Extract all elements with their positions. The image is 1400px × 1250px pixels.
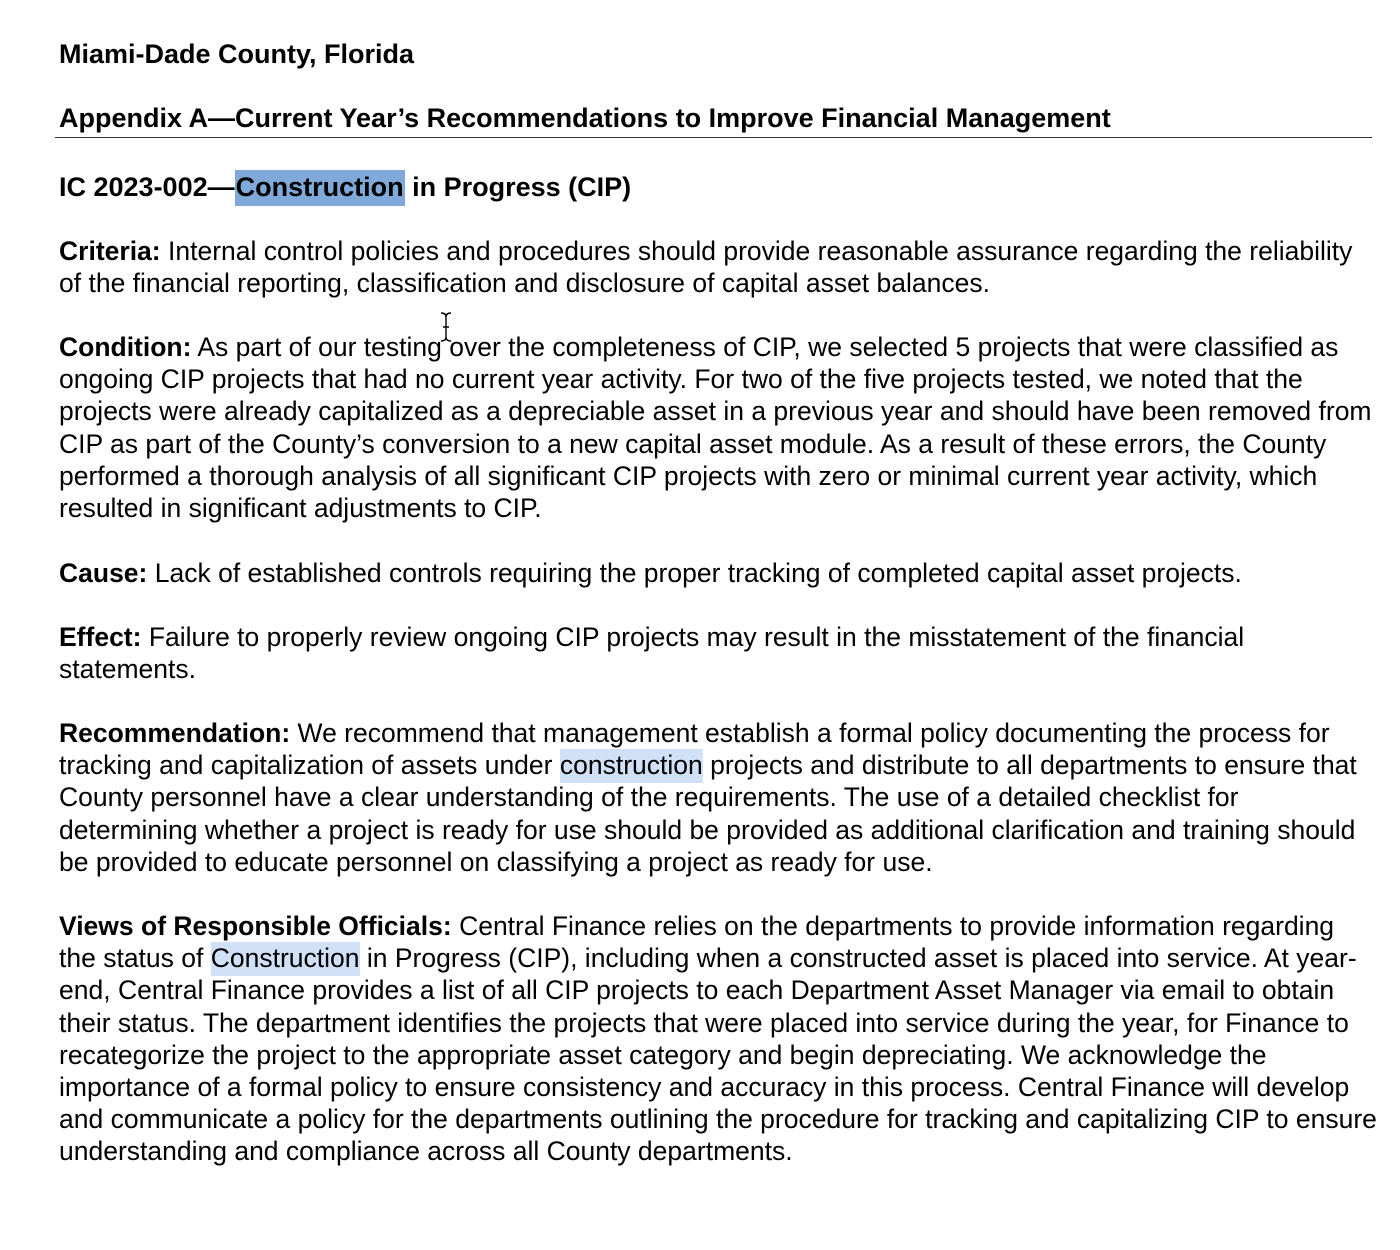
- appendix-heading: Appendix A—Current Year’s Recommendations to Improve Financial Management: [59, 103, 1111, 133]
- recommendation-text-before: We recommend that management establish a formal policy documenting the process for tracking and capitalization of assets under: [59, 718, 1330, 781]
- effect-label: Effect:: [59, 622, 142, 652]
- criteria-label: Criteria:: [59, 236, 161, 266]
- finding-title-rest: in Progress (CIP): [404, 172, 632, 202]
- effect-paragraph: [59, 621, 1377, 685]
- criteria-text: Internal control policies and procedures should provide reasonable assurance regarding the reliability of the financial reporting, classification and disclosure of capital asset balances.: [59, 236, 1353, 299]
- views-text-before: Central Finance relies on the departments to provide information regarding the status of: [59, 911, 1335, 974]
- entity-heading: Miami-Dade County, Florida: [59, 39, 415, 69]
- condition-text: As part of our testing over the completeness of CIP, we selected 5 projects that were classified as ongoing CIP projects that had no current year activity. For two of the five projects tested, we noted that the projects were already capitalized as a depreciable asset in a previous year and should have been removed from CIP as part of the County’s conversion to a new capital asset module. As a result of these errors, the County performed a thorough analysis of all significant CIP projects with zero or minimal current year activity, which resulted in significant adjustments to CIP.: [59, 332, 1372, 524]
- criteria-paragraph: [59, 235, 1377, 299]
- recommendation-label: Recommendation:: [59, 718, 291, 748]
- recommendation-paragraph: [59, 717, 1377, 878]
- cause-text: Lack of established controls requiring the proper tracking of completed capital asset projects.: [147, 558, 1242, 588]
- heading-divider: [55, 137, 1372, 138]
- condition-paragraph: [59, 331, 1377, 524]
- search-highlight-active[interactable]: Construction: [235, 170, 405, 206]
- finding-title: [59, 168, 631, 206]
- views-paragraph: [59, 910, 1377, 1168]
- cause-label: Cause:: [59, 558, 148, 588]
- views-text-after: in Progress (CIP), including when a constructed asset is placed into service. At year-end, Central Finance provides a list of all CIP projects to each Department Asset Manager via email to obtain their status. The department identifies the projects that were placed into service during the year, for Finance to recategorize the project to the appropriate asset category and begin depreciating. We acknowledge the importance of a formal policy to ensure consistency and accuracy in this process. Central Finance will develop and communicate a policy for the departments outlining the procedure for tracking and capitalizing CIP to ensure understanding and compliance across all County departments.: [59, 943, 1377, 1167]
- search-highlight-match[interactable]: Construction: [211, 942, 360, 976]
- recommendation-text-after: projects and distribute to all departments to ensure that County personnel have a clear understanding of the requirements. The use of a detailed checklist for determining whether a project is ready for use should be provided as additional clarification and training should be provided to educate personnel on classifying a project as ready for use.: [59, 750, 1357, 877]
- finding-id: IC 2023-002—: [59, 172, 235, 202]
- views-label: Views of Responsible Officials:: [59, 911, 452, 941]
- effect-text: Failure to properly review ongoing CIP projects may result in the misstatement of the financial statements.: [59, 622, 1245, 685]
- cause-paragraph: [59, 557, 1377, 589]
- search-highlight-match[interactable]: construction: [560, 749, 703, 783]
- text-ibeam-cursor-icon: [438, 312, 454, 342]
- condition-label: Condition:: [59, 332, 192, 362]
